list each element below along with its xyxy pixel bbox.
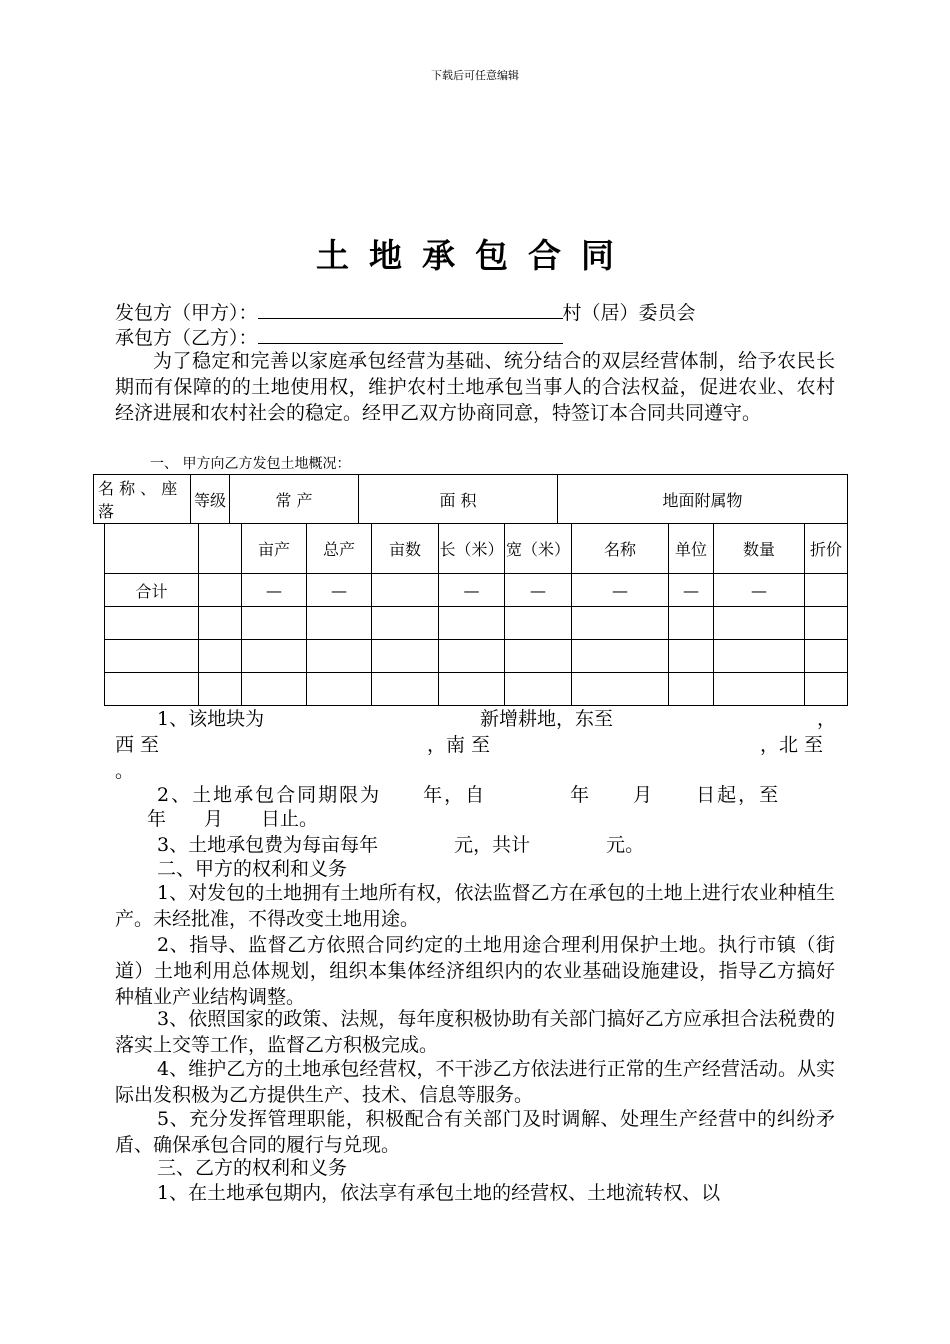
col-name-location: 名 称 、 座 落	[94, 475, 191, 524]
cell-input[interactable]	[505, 607, 572, 640]
cell-input[interactable]	[242, 640, 307, 673]
cell-input[interactable]	[199, 607, 242, 640]
cell-input[interactable]	[105, 640, 199, 673]
clause-1-comma: ，	[817, 708, 837, 730]
party-a-duty-4: 4、维护乙方的土地承包经营权，不干涉乙方依法进行正常的生产经营活动。从实际出发积极为乙方提供生产、技术、信息等服务。	[115, 1058, 835, 1106]
table-row	[105, 640, 848, 673]
cell-input[interactable]	[505, 640, 572, 673]
clause-1-south: ，南 至	[427, 734, 491, 756]
party-a-suffix: 村（居）委员会	[562, 302, 696, 324]
hdr-value: 折价	[805, 524, 848, 574]
cell-input[interactable]	[105, 673, 199, 706]
table-row	[105, 673, 848, 706]
hdr-item-name: 名称	[572, 524, 669, 574]
total-label: 合计	[105, 574, 199, 607]
cell-input[interactable]	[105, 607, 199, 640]
cell-input[interactable]	[439, 640, 505, 673]
header-note: 下载后可任意编辑	[431, 69, 519, 82]
land-table	[104, 523, 848, 706]
hdr-quantity: 数量	[714, 524, 805, 574]
hdr-unit: 单位	[669, 524, 714, 574]
clause-2-line-2: 年 月 日止。	[147, 808, 319, 830]
cell-input[interactable]	[805, 640, 848, 673]
cell-input[interactable]	[805, 673, 848, 706]
cell-empty	[199, 574, 242, 607]
land-table-header	[93, 474, 848, 524]
hdr-total-yield: 总产	[307, 524, 372, 574]
cell-input[interactable]	[572, 607, 669, 640]
hdr-length: 长（米）	[439, 524, 505, 574]
cell-input[interactable]	[307, 673, 372, 706]
cell-input[interactable]	[372, 673, 439, 706]
cell-input[interactable]	[572, 673, 669, 706]
dash-cell: —	[439, 574, 505, 607]
cell-input[interactable]	[307, 607, 372, 640]
hdr-mu-count: 亩数	[372, 524, 439, 574]
party-b-label: 承包方（乙方）：	[115, 327, 258, 349]
section-1-heading: 一、 甲方向乙方发包土地概况：	[150, 456, 351, 472]
clause-1-line-1	[157, 706, 837, 732]
party-a-duty-2: 2、指导、监督乙方依照合同约定的土地用途合理利用保护土地。执行市镇（街道）土地利用总体规划，组织本集体经济组织内的农业基础设施建设，指导乙方搞好种植业产业结构调整。	[115, 934, 835, 1008]
page-title: 土地承包合同	[316, 236, 634, 275]
clause-1-north: ，北 至	[760, 734, 824, 756]
dash-cell: —	[307, 574, 372, 607]
dash-cell: —	[714, 574, 805, 607]
col-grade: 等级	[191, 475, 230, 524]
clause-1-text: 1、该地块为	[157, 708, 265, 730]
table-row	[105, 607, 848, 640]
party-b-duty-1: 1、在土地承包期内，依法享有承包土地的经营权、土地流转权、以	[157, 1182, 721, 1204]
clause-1-end: 。	[115, 760, 135, 782]
cell-input[interactable]	[439, 673, 505, 706]
cell-empty	[105, 524, 199, 574]
hdr-width: 宽（米）	[505, 524, 572, 574]
party-a-line	[115, 298, 696, 326]
cell-empty	[372, 574, 439, 607]
cell-input[interactable]	[372, 607, 439, 640]
party-a-duty-1: 1、对发包的土地拥有土地所有权，依法监督乙方在承包的土地上进行农业种植生产。未经批准，不得改变土地用途。	[115, 882, 835, 930]
cell-empty	[805, 574, 848, 607]
clause-1-line-2	[115, 732, 824, 758]
cell-empty	[199, 524, 242, 574]
dash-cell: —	[669, 574, 714, 607]
cell-input[interactable]	[669, 640, 714, 673]
section-3-heading: 三、乙方的权利和义务	[157, 1157, 348, 1179]
cell-input[interactable]	[199, 640, 242, 673]
cell-input[interactable]	[505, 673, 572, 706]
party-a-duty-5: 5、充分发挥管理职能，积极配合有关部门及时调解、处理生产经营中的纠纷矛盾、确保承包合同的履行与兑现。	[115, 1108, 835, 1156]
party-b-line	[115, 323, 563, 351]
col-yield: 常 产	[230, 475, 359, 524]
party-a-blank[interactable]	[258, 298, 563, 319]
cell-input[interactable]	[242, 673, 307, 706]
col-attachments: 地面附属物	[558, 475, 848, 524]
cell-input[interactable]	[714, 607, 805, 640]
dash-cell: —	[572, 574, 669, 607]
cell-input[interactable]	[307, 640, 372, 673]
cell-input[interactable]	[805, 607, 848, 640]
clause-2-line-1: 2、土地承包合同期限为 年，自 年 月 日起，至	[157, 784, 781, 806]
cell-input[interactable]	[199, 673, 242, 706]
clause-1-west: 西 至	[115, 734, 160, 756]
hdr-yield-per-mu: 亩产	[242, 524, 307, 574]
party-b-blank[interactable]	[258, 323, 563, 344]
clause-3: 3、土地承包费为每亩每年 元，共计 元。	[157, 834, 645, 856]
cell-input[interactable]	[439, 607, 505, 640]
table-row-total	[105, 574, 848, 607]
cell-input[interactable]	[714, 640, 805, 673]
dash-cell: —	[505, 574, 572, 607]
cell-input[interactable]	[714, 673, 805, 706]
clause-1-east: 新增耕地，东至	[480, 708, 614, 730]
cell-input[interactable]	[669, 673, 714, 706]
cell-input[interactable]	[242, 607, 307, 640]
cell-input[interactable]	[372, 640, 439, 673]
party-a-duty-3: 3、依照国家的政策、法规，每年度积极协助有关部门搞好乙方应承担合法税费的落实上交等工作，监督乙方积极完成。	[115, 1008, 835, 1056]
col-area: 面 积	[359, 475, 558, 524]
cell-input[interactable]	[669, 607, 714, 640]
dash-cell: —	[242, 574, 307, 607]
cell-input[interactable]	[572, 640, 669, 673]
section-2-heading: 二、甲方的权利和义务	[157, 858, 348, 880]
party-a-label: 发包方（甲方）：	[115, 302, 258, 324]
intro-paragraph: 为了稳定和完善以家庭承包经营为基础、统分结合的双层经营体制，给予农民长期而有保障的的土地使用权，维护农村土地承包当事人的合法权益，促进农业、农村经济进展和农村社会的稳定。经甲乙双方协商同意，特签订本合同共同遵守。	[115, 350, 835, 424]
